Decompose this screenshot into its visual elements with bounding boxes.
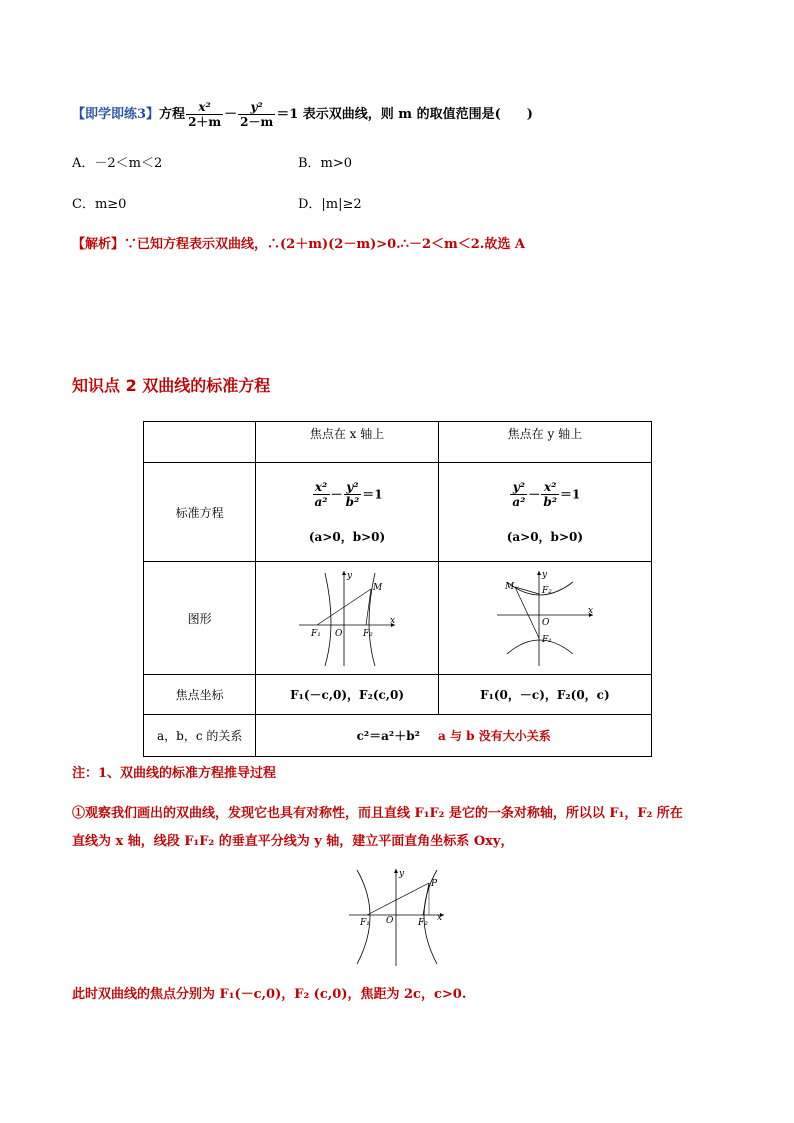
relation-equation: c²＝a²＋b²	[356, 729, 420, 743]
fraction-x: $\frac{\text{x²}}{2+m}$	[188, 99, 222, 129]
figure-label-p: P	[431, 879, 438, 889]
analysis-tag: 【解析】	[72, 237, 125, 252]
table-header-row	[144, 422, 652, 463]
minus-sign: －	[224, 107, 238, 122]
graph-y-label-f2: F₂	[541, 586, 552, 596]
step-1-line-1: ①观察我们画出的双曲线，发现它也具有对称性，而且直线 F₁F₂ 是它的一条对称轴，所以以 F₁，F₂ 所在	[72, 806, 683, 821]
figure-label-y: y	[399, 869, 405, 879]
graph-x-label-m: M	[373, 583, 383, 593]
row-label-equation: 标准方程	[144, 463, 256, 562]
table-row-foci	[144, 675, 652, 715]
option-c: C．m≥0	[72, 197, 127, 212]
graph-x-label-y: y	[347, 571, 353, 581]
header-y-axis: 焦点在 y 轴上	[438, 422, 651, 463]
step-1-line-2: 直线为 x 轴，线段 F₁F₂ 的垂直平分线为 y 轴，建立平面直角坐标系 Oxy，	[72, 834, 514, 849]
graph-y-label-m: M	[504, 582, 515, 592]
question-prefix: 方程	[159, 107, 186, 122]
figure-label-f2: F₂	[418, 918, 428, 928]
header-x-axis: 焦点在 x 轴上	[256, 422, 438, 463]
graph-x-label-f2: F₂	[363, 629, 373, 639]
analysis	[72, 233, 525, 252]
relation-note: a 与 b 没有大小关系	[438, 729, 551, 743]
condition-x: (a>0，b>0)	[308, 529, 386, 544]
question-suffix: ＝1 表示双曲线，则 m 的取值范围是( )	[276, 107, 533, 122]
hyperbola-y-axis-graph	[495, 568, 595, 668]
graph-x-cell	[256, 562, 438, 675]
analysis-text: ∵已知方程表示双曲线，∴(2＋m)(2－m)>0.∴－2＜m＜2.故选 A	[124, 237, 525, 252]
relation-cell	[256, 715, 652, 757]
option-d: D．|m|≥2	[298, 197, 362, 212]
option-b: B．m>0	[298, 156, 353, 171]
table-row-equation	[144, 463, 652, 562]
graph-y-label-x: x	[587, 606, 593, 616]
foci-x: F₁(－c,0)，F₂(c,0)	[256, 675, 438, 715]
condition-y: (a>0，b>0)	[506, 529, 584, 544]
exercise-question	[72, 98, 533, 132]
figure-label-x: x	[437, 913, 443, 923]
row-label-graph: 图形	[144, 562, 256, 675]
graph-y-cell	[438, 562, 651, 675]
hyperbola-x-axis-graph	[297, 568, 397, 668]
graph-x-label-x: x	[390, 616, 396, 626]
conclusion: 此时双曲线的焦点分别为 F₁(－c,0)，F₂ (c,0)，焦距为 2c，c>0.	[72, 987, 467, 1002]
row-label-foci: 焦点坐标	[144, 675, 256, 715]
table-row-relation	[144, 715, 652, 757]
figure-label-o: O	[386, 916, 394, 926]
figure-label-f1: F₁	[360, 918, 370, 928]
section-title: 知识点 2 双曲线的标准方程	[72, 376, 271, 395]
note-derivation: 注：1、双曲线的标准方程推导过程	[72, 766, 277, 781]
graph-y-label-o: O	[541, 618, 550, 628]
foci-y: F₁(0，－c)，F₂(0，c)	[438, 675, 651, 715]
graph-y-label-f1: F₁	[541, 635, 552, 645]
hyperbola-figure	[347, 867, 447, 967]
row-label-relation: a，b，c 的关系	[144, 715, 256, 757]
table-row-graph	[144, 562, 652, 675]
exercise-tag: 【即学即练3】	[72, 107, 160, 122]
graph-x-label-f1: F₁	[311, 629, 321, 639]
equation-y: $\frac{\text{y²}}{\text{a²}}$ － $\frac{\text{x²}}{\text{b²}}$ ＝1 (a>0，b>0)	[438, 463, 651, 562]
graph-x-label-o: O	[335, 629, 343, 639]
fraction-y: $\frac{\text{y²}}{2-m}$	[240, 99, 274, 129]
equation-x: $\frac{\text{x²}}{\text{a²}}$ － $\frac{\text{y²}}{\text{b²}}$ ＝1 (a>0，b>0)	[256, 463, 438, 562]
option-a: A．－2＜m＜2	[72, 156, 163, 171]
header-empty	[144, 422, 256, 463]
graph-y-label-y: y	[541, 570, 547, 580]
hyperbola-table	[143, 421, 652, 757]
